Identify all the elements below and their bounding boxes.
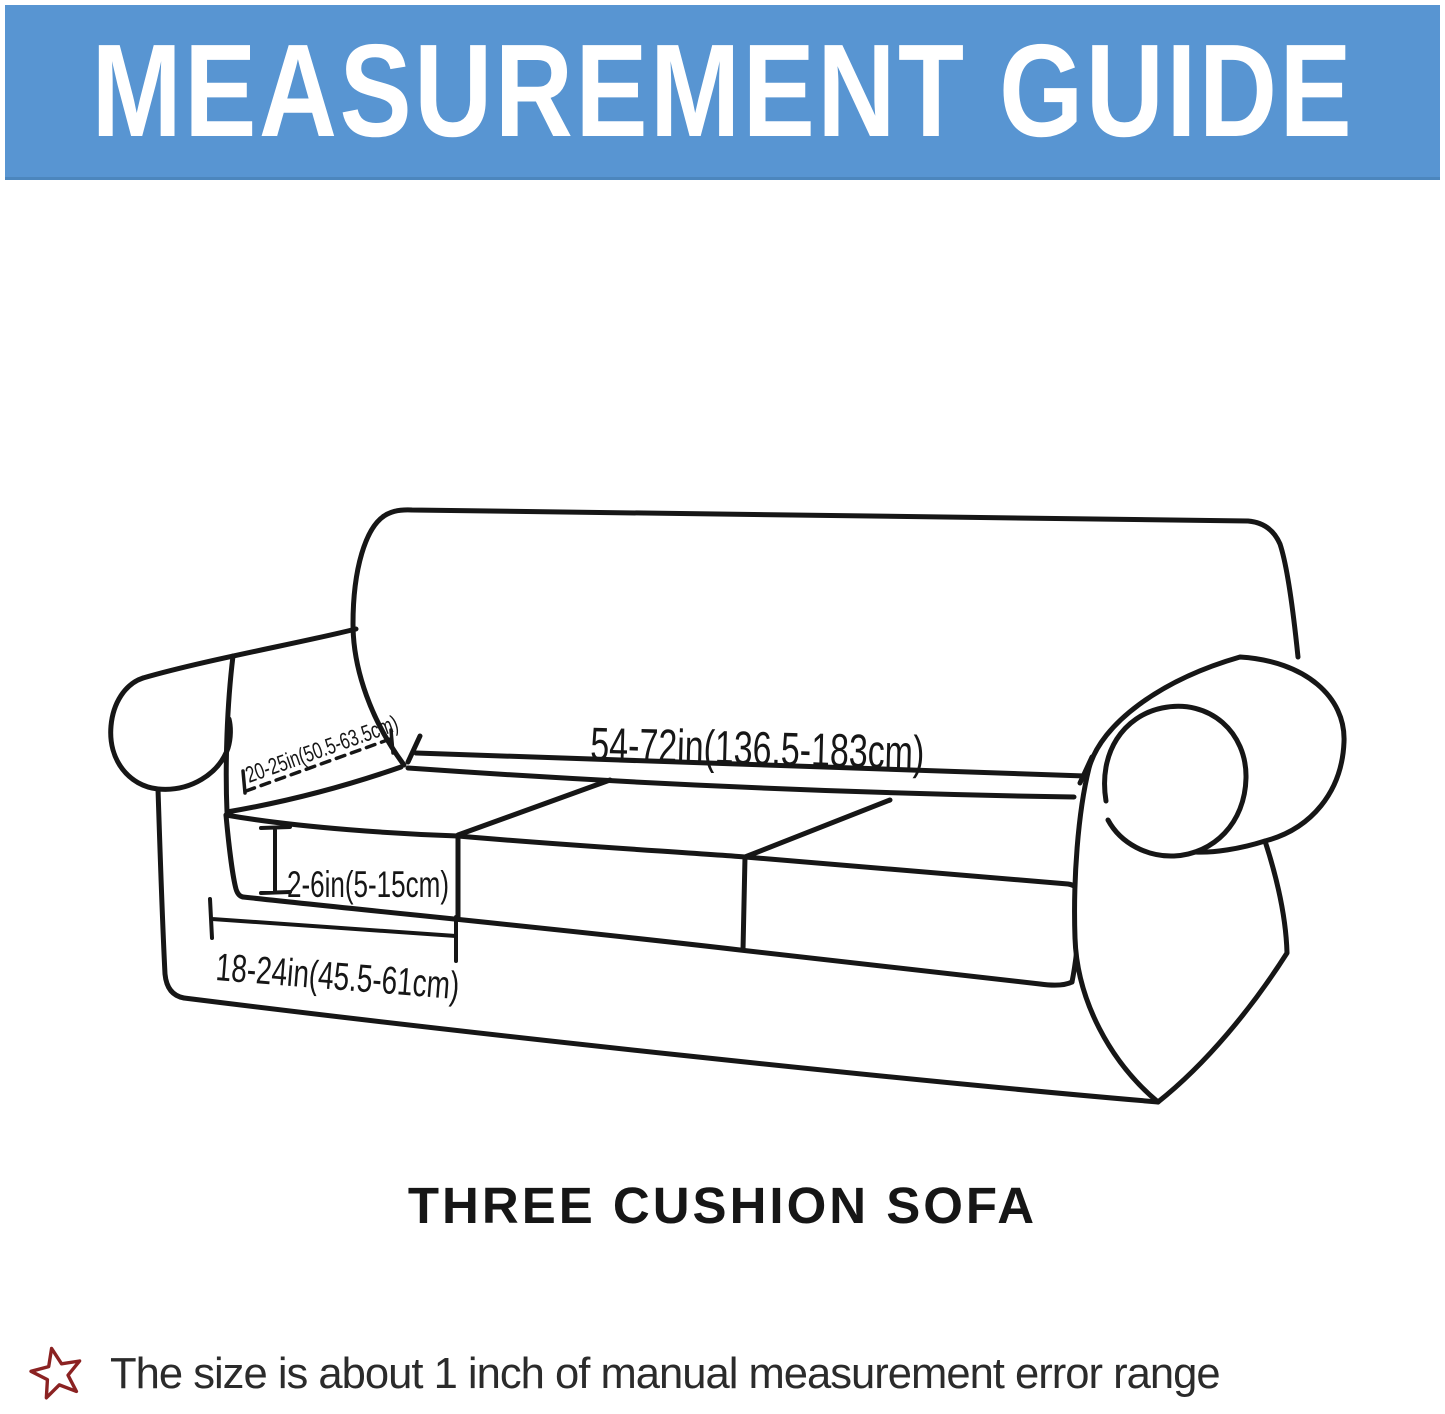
- star-outline-icon: [28, 1344, 86, 1404]
- footnote-text: The size is about 1 inch of manual measurement error range: [110, 1349, 1220, 1398]
- label-seat-width: 54-72in(136.5-183cm): [589, 717, 1054, 783]
- cushion-division-2-top: [745, 800, 890, 857]
- cushion1-left-edge: [226, 815, 243, 897]
- left-arm-roll: [111, 678, 231, 789]
- arm-pad-measure-tick-left: [243, 771, 245, 793]
- label-arm-pad: 20-25in(50.5-63.5cm): [241, 689, 458, 788]
- cushion-division-1-top: [458, 780, 610, 835]
- cushion1-front-top-edge: [226, 815, 458, 836]
- cushion-division-2-front: [743, 857, 745, 950]
- cushion-height-measure: [261, 827, 290, 893]
- right-arm: [1075, 657, 1345, 1102]
- sofa-bottom-edge: [184, 998, 1158, 1102]
- cushion2-front-top-edge: [458, 836, 745, 857]
- label-cushion-depth: 18-24in(45.5-61cm): [214, 946, 557, 1016]
- label-cushion-thickness: 2-6in(5-15cm): [287, 864, 449, 905]
- banner-title: MEASUREMENT GUIDE: [91, 17, 1354, 164]
- footnote: [28, 1344, 1231, 1404]
- cushion3-front-top-edge: [745, 857, 1081, 982]
- diagram-caption: THREE CUSHION SOFA: [407, 1177, 1038, 1234]
- left-arm-top-edge: [143, 629, 356, 678]
- seat-measure-tick-left: [408, 736, 420, 762]
- left-arm-front-edge: [158, 789, 184, 998]
